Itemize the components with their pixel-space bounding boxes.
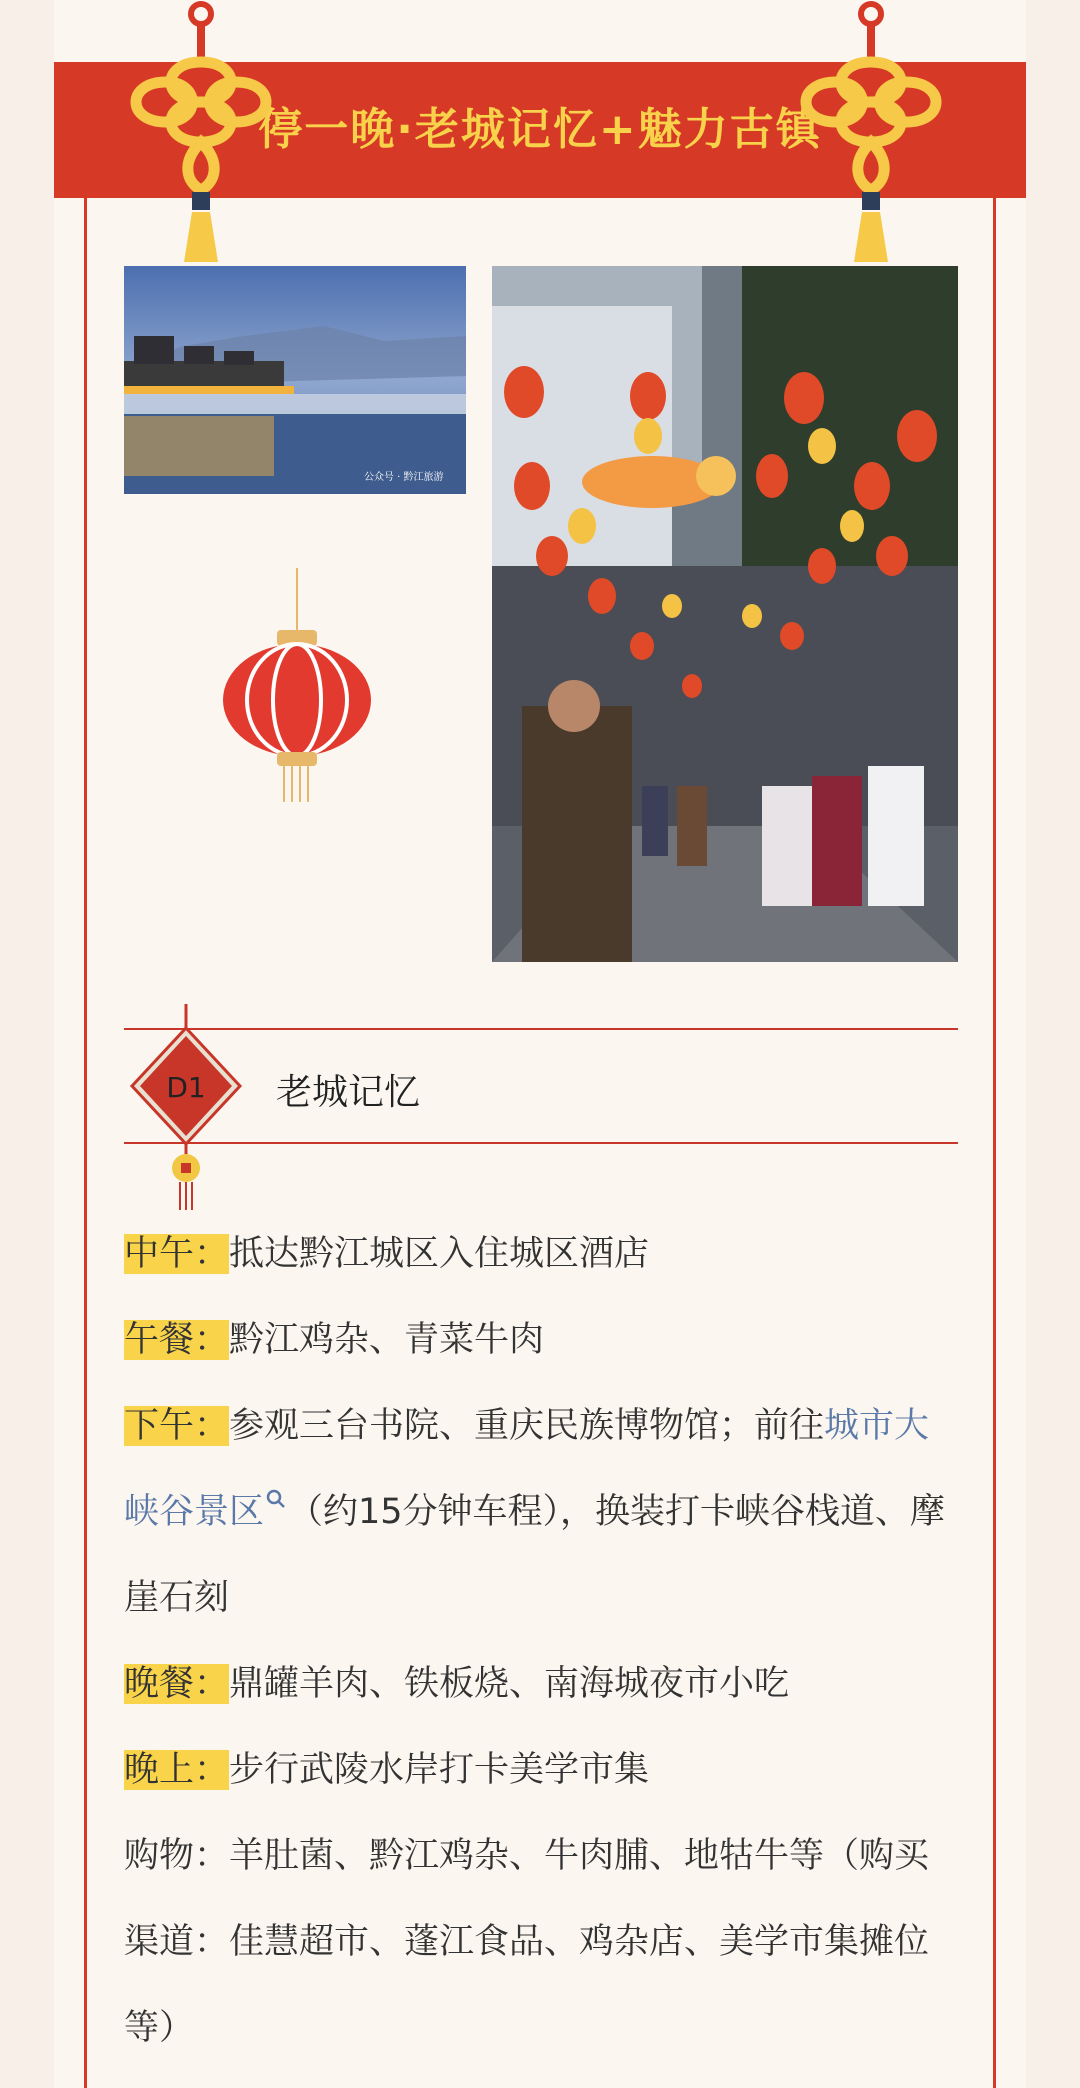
lunch-label: 午餐： [124, 1320, 230, 1360]
chinese-knot-icon [126, 0, 276, 268]
banner-title: 停一晚·老城记忆+魅力古镇 [258, 104, 822, 155]
noon-text: 抵达黔江城区入住城区酒店 [229, 1234, 650, 1274]
left-frame-line [84, 198, 87, 2088]
bridge-photo [124, 266, 466, 494]
scenic-area-link[interactable]: 城市大峡谷景区 [124, 1406, 930, 1532]
right-frame-line [993, 198, 996, 2088]
shopping-row [124, 1813, 964, 2071]
bottom-divider [124, 1142, 958, 1144]
top-divider [124, 1028, 958, 1030]
diamond-ornament-icon [126, 1004, 246, 1214]
lunch-row [124, 1297, 964, 1383]
shopping-label: 购物： [124, 1836, 230, 1876]
dinner-text: 鼎罐羊肉、铁板烧、南海城夜市小吃 [229, 1664, 790, 1704]
afternoon-label: 下午： [124, 1406, 230, 1446]
chinese-knot-icon [796, 0, 946, 268]
noon-row [124, 1211, 964, 1297]
search-icon[interactable] [264, 1487, 288, 1511]
noon-label: 中午： [124, 1234, 230, 1274]
evening-label: 晚上： [124, 1750, 230, 1790]
article-page [54, 0, 1026, 2088]
lantern-street-photo [492, 266, 958, 962]
evening-text: 步行武陵水岸打卡美学市集 [229, 1750, 650, 1790]
shopping-text: 羊肚菌、黔江鸡杂、牛肉脯、地牯牛等（购买渠道：佳慧超市、蓬江食品、鸡杂店、美学市集摊位等） [124, 1836, 930, 2048]
photo-watermark: 公众号 · 黔江旅游 [364, 472, 444, 483]
day-title: 老城记忆 [276, 1072, 421, 1113]
evening-row [124, 1727, 964, 1813]
dinner-label: 晚餐： [124, 1664, 230, 1704]
afternoon-row [124, 1383, 964, 1641]
afternoon-text-2: （约15分钟车程），换装打卡峡谷栈道、摩崖石刻 [124, 1492, 946, 1618]
day-badge: D1 [166, 1071, 206, 1104]
lunch-text: 黔江鸡杂、青菜牛肉 [229, 1320, 545, 1360]
lantern-icon [222, 568, 372, 804]
afternoon-text-1: 参观三台书院、重庆民族博物馆；前往 [229, 1406, 825, 1446]
dinner-row [124, 1641, 964, 1727]
